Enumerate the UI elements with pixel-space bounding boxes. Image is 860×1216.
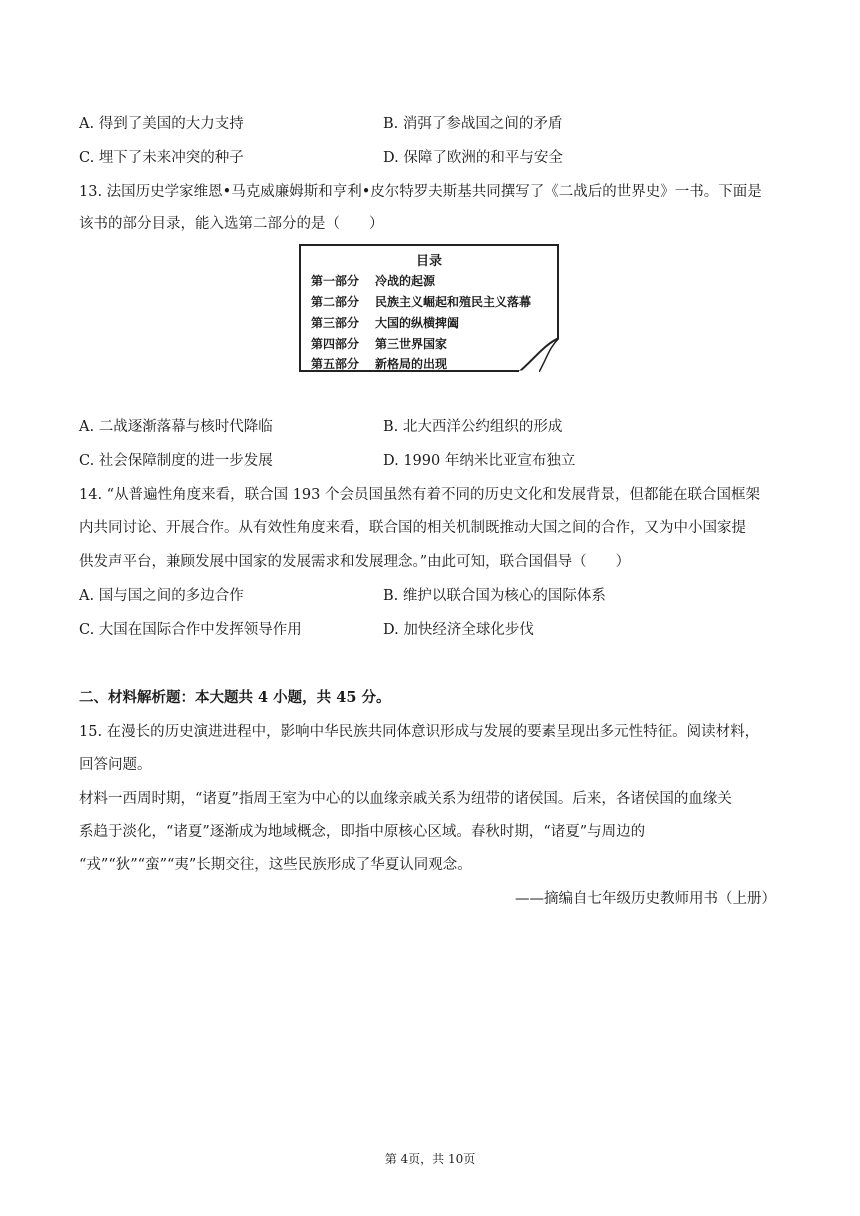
toc-part-label: 第三部分 xyxy=(311,316,360,330)
section-heading: 二、材料解析题：本大题共 4 小题，共 45 分。 xyxy=(79,689,391,706)
q14-option-c: C. 大国在国际合作中发挥领导作用 xyxy=(79,622,302,638)
material-source: ——摘编自七年级历史教师用书（上册） xyxy=(515,891,776,907)
toc-part-title: 大国的纵横捭阖 xyxy=(375,316,460,330)
toc-title: 目录 xyxy=(415,254,442,269)
page-number: 第 4页，共 10页 xyxy=(384,1152,476,1166)
q13-stem-line1: 13. 法国历史学家维恩•马克威廉姆斯和亨利•皮尔特罗夫斯基共同撰写了《二战后的世界史》一书。下面是 xyxy=(79,184,762,200)
q13-option-b: B. 北大西洋公约组织的形成 xyxy=(383,419,563,435)
q13-option-d: D. 1990 年纳米比亚宣布独立 xyxy=(383,453,576,469)
table-of-contents-figure xyxy=(299,244,559,372)
page-curl-icon xyxy=(519,338,559,372)
toc-row xyxy=(311,314,459,331)
toc-part-label: 第四部分 xyxy=(311,337,360,351)
q13-option-a: A. 二战逐渐落幕与核时代降临 xyxy=(79,419,273,435)
toc-row xyxy=(311,293,531,310)
q14-option-b: B. 维护以联合国为核心的国际体系 xyxy=(383,588,606,604)
q12-option-b: B. 消弭了参战国之间的矛盾 xyxy=(383,116,563,132)
toc-row xyxy=(311,355,447,372)
toc-part-title: 民族主义崛起和殖民主义落幕 xyxy=(375,295,532,309)
toc-row xyxy=(311,335,447,352)
q12-option-a: A. 得到了美国的大力支持 xyxy=(79,116,244,132)
q15-material-line3: “戎”“狄”“蛮”“夷”长期交往，这些民族形成了华夏认同观念。 xyxy=(79,857,472,873)
q14-stem-line3: 供发声平台，兼顾发展中国家的发展需求和发展理念。”由此可知，联合国倡导（ ） xyxy=(79,554,631,570)
q14-stem-line2: 内共同讨论、开展合作。从有效性角度来看，联合国的相关机制既推动大国之间的合作，又为中小国家提 xyxy=(79,520,746,536)
q14-option-a: A. 国与国之间的多边合作 xyxy=(79,588,244,604)
q13-option-c: C. 社会保障制度的进一步发展 xyxy=(79,453,273,469)
q12-option-c: C. 埋下了未来冲突的种子 xyxy=(79,150,244,166)
toc-part-label: 第五部分 xyxy=(311,357,360,371)
q15-material-line2: 系趋于淡化，“诸夏”逐渐成为地域概念，即指中原核心区域。春秋时期，“诸夏”与周边的 xyxy=(79,824,646,840)
q15-stem-line2: 回答问题。 xyxy=(79,757,152,773)
q15-stem-line1: 15. 在漫长的历史演进进程中，影响中华民族共同体意识形成与发展的要素呈现出多元性特征。阅读材料， xyxy=(79,724,760,740)
q12-option-d: D. 保障了欧洲的和平与安全 xyxy=(383,150,563,166)
toc-part-title: 第三世界国家 xyxy=(375,337,448,351)
q13-stem-line2: 该书的部分目录，能入选第二部分的是（ ） xyxy=(79,216,384,232)
toc-part-title: 新格局的出现 xyxy=(375,357,448,371)
q14-stem-line1: 14. “从普遍性角度来看，联合国 193 个会员国虽然有着不同的历史文化和发展背景，但都能在联合国框架 xyxy=(79,487,760,503)
q15-material-line1: 材料一西周时期，“诸夏”指周王室为中心的以血缘亲戚关系为纽带的诸侯国。后来，各诸侯国的血缘关 xyxy=(79,791,732,807)
toc-part-label: 第一部分 xyxy=(311,274,360,288)
toc-row xyxy=(311,272,435,289)
q14-option-d: D. 加快经济全球化步伐 xyxy=(383,622,534,638)
toc-part-label: 第二部分 xyxy=(311,295,360,309)
toc-part-title: 冷战的起源 xyxy=(375,274,436,288)
